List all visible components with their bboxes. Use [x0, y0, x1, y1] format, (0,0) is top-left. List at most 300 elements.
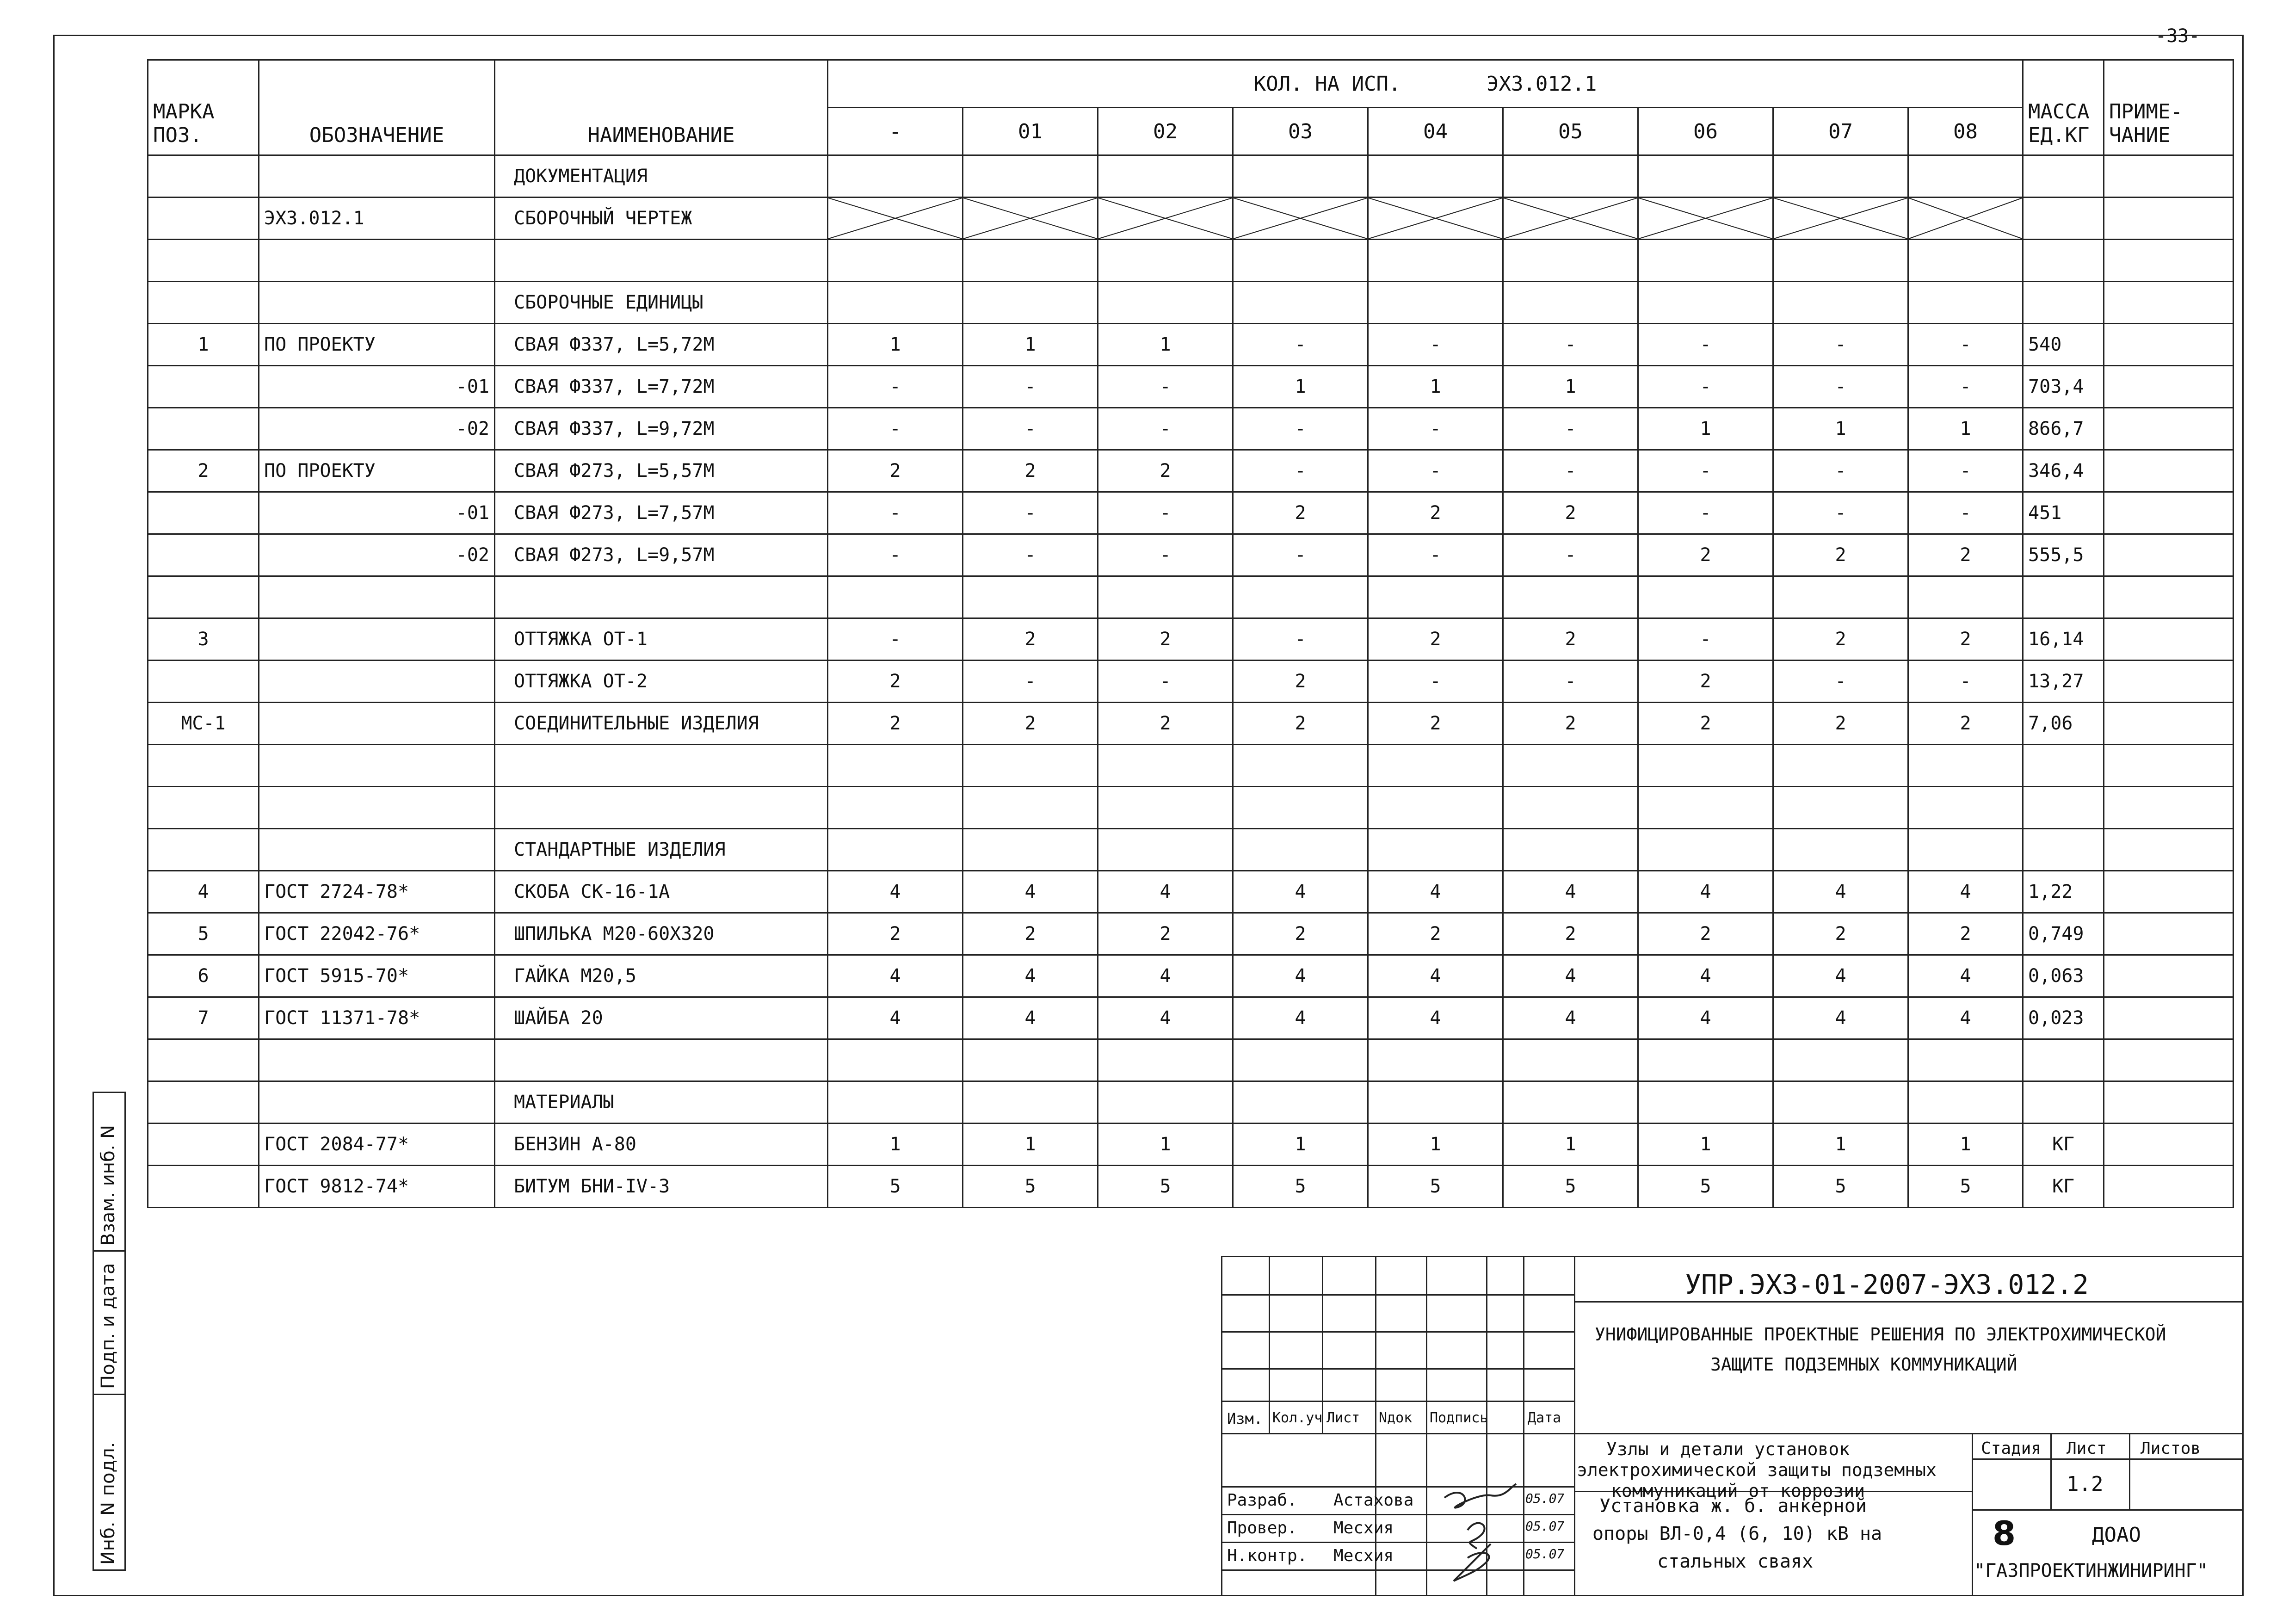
cell-note — [2104, 745, 2233, 787]
cell-qty: 5 — [1233, 1166, 1368, 1208]
table-row — [148, 913, 2233, 955]
cell-qty: - — [1368, 324, 1503, 366]
cell-crossed — [1638, 198, 1773, 240]
cell-qty: 4 — [1233, 955, 1368, 997]
cell-mark — [148, 1166, 259, 1208]
cell-mark: 1 — [148, 324, 259, 366]
cell-qty — [1233, 1039, 1368, 1081]
cell-qty — [963, 745, 1098, 787]
cell-qty: 1 — [1908, 408, 2023, 450]
name-nkontr: Месхия — [1333, 1546, 1394, 1565]
col-izm: Изм. — [1227, 1410, 1263, 1427]
cell-qty: 1 — [1773, 1124, 1908, 1166]
cell-note — [2104, 661, 2233, 703]
cell-qty: - — [1773, 492, 1908, 534]
cell-qty — [1233, 155, 1368, 198]
cell-qty — [1908, 155, 2023, 198]
cell-qty: - — [1098, 534, 1233, 576]
table-row — [148, 155, 2233, 198]
cell-crossed — [1503, 198, 1638, 240]
cell-mass: 451 — [2023, 492, 2104, 534]
cell-qty — [963, 282, 1098, 324]
cell-designation: -01 — [259, 492, 495, 534]
specification-body — [148, 155, 2233, 1208]
cell-qty: 5 — [1773, 1166, 1908, 1208]
cell-qty: - — [1908, 366, 2023, 408]
cell-qty: 4 — [1503, 997, 1638, 1039]
cell-qty — [1773, 155, 1908, 198]
cell-qty — [1233, 787, 1368, 829]
cell-mark — [148, 1124, 259, 1166]
cell-qty: 5 — [963, 1166, 1098, 1208]
cell-qty — [1098, 282, 1233, 324]
cell-mark — [148, 1039, 259, 1081]
cell-qty — [1638, 787, 1773, 829]
cell-mark — [148, 282, 259, 324]
table-row — [148, 871, 2233, 913]
cell-mark: 4 — [148, 871, 259, 913]
cell-note — [2104, 198, 2233, 240]
cell-qty: 4 — [1908, 871, 2023, 913]
cell-qty: 5 — [1638, 1166, 1773, 1208]
cell-qty: 1 — [828, 1124, 963, 1166]
col-list: Лист — [1326, 1410, 1360, 1426]
cell-mark: 3 — [148, 618, 259, 661]
cell-qty: 4 — [828, 955, 963, 997]
date-razrab: 05.07 — [1525, 1491, 1565, 1506]
cell-qty: - — [963, 492, 1098, 534]
cell-designation: ГОСТ 2084-77* — [259, 1124, 495, 1166]
cell-note — [2104, 155, 2233, 198]
cell-qty — [1233, 1081, 1368, 1124]
cell-qty: 2 — [1233, 703, 1368, 745]
cell-qty: 2 — [1098, 703, 1233, 745]
cell-mass: 540 — [2023, 324, 2104, 366]
col-data: Дата — [1528, 1410, 1561, 1426]
cell-mark: 7 — [148, 997, 259, 1039]
cell-qty — [1233, 576, 1368, 618]
cell-qty: 2 — [1098, 913, 1233, 955]
cell-qty: 2 — [1638, 703, 1773, 745]
cell-qty: - — [1233, 618, 1368, 661]
cell-qty: 4 — [1773, 871, 1908, 913]
cell-name — [495, 240, 828, 282]
cell-qty: - — [1773, 450, 1908, 492]
cell-name: БЕНЗИН А-80 — [495, 1124, 828, 1166]
variant-header-08: 08 — [1908, 108, 2023, 155]
cell-qty — [963, 576, 1098, 618]
cell-qty: 2 — [1638, 661, 1773, 703]
sheet-title-2: опоры ВЛ-0,4 (6, 10) кВ на — [1592, 1523, 1882, 1544]
cell-mass: 7,06 — [2023, 703, 2104, 745]
cell-mark: 6 — [148, 955, 259, 997]
cell-note — [2104, 997, 2233, 1039]
cell-qty: 4 — [828, 997, 963, 1039]
cell-designation: ПО ПРОЕКТУ — [259, 450, 495, 492]
cell-qty — [828, 282, 963, 324]
sidebar-label-podp: Подп. и дата — [98, 1263, 119, 1389]
cell-crossed — [1368, 198, 1503, 240]
cell-qty — [1773, 240, 1908, 282]
section-line-2: электрохимической защиты подземных — [1577, 1460, 1937, 1480]
cell-name: СВАЯ Ф273, L=5,57М — [495, 450, 828, 492]
cell-mark — [148, 240, 259, 282]
cell-name — [495, 745, 828, 787]
cell-qty: 2 — [963, 703, 1098, 745]
cell-mark — [148, 661, 259, 703]
cell-qty: 1 — [1773, 408, 1908, 450]
cell-mark: МС-1 — [148, 703, 259, 745]
cell-qty: 2 — [1503, 618, 1638, 661]
cell-qty: 2 — [963, 913, 1098, 955]
cell-qty: 4 — [963, 871, 1098, 913]
org-line-1: ДОАО — [2092, 1523, 2141, 1547]
cell-qty: - — [963, 366, 1098, 408]
cell-qty: 4 — [1638, 997, 1773, 1039]
cell-qty: 1 — [1638, 408, 1773, 450]
variant-header-01: 01 — [963, 108, 1098, 155]
cell-qty: 4 — [963, 955, 1098, 997]
cell-qty — [1503, 1081, 1638, 1124]
variant-header-02: 02 — [1098, 108, 1233, 155]
cell-name: СБОРОЧНЫЕ ЕДИНИЦЫ — [495, 282, 828, 324]
cell-qty: 4 — [1773, 955, 1908, 997]
cell-mass — [2023, 198, 2104, 240]
col-ndok: Nдок — [1379, 1410, 1413, 1426]
cell-qty — [828, 576, 963, 618]
cell-qty — [963, 1081, 1098, 1124]
cell-qty: - — [1773, 661, 1908, 703]
binding-sidebar — [93, 1092, 126, 1571]
cell-qty — [1368, 1081, 1503, 1124]
cell-qty: 2 — [1503, 703, 1638, 745]
cell-crossed — [963, 198, 1098, 240]
cell-qty: 2 — [963, 450, 1098, 492]
cell-qty — [1503, 787, 1638, 829]
date-nkontr: 05.07 — [1525, 1546, 1565, 1562]
cell-qty — [1233, 282, 1368, 324]
cell-note — [2104, 240, 2233, 282]
cell-qty — [1098, 1039, 1233, 1081]
cell-qty: - — [1098, 492, 1233, 534]
cell-qty — [828, 787, 963, 829]
cell-crossed — [1233, 198, 1368, 240]
cell-qty: 4 — [1368, 871, 1503, 913]
table-row — [148, 703, 2233, 745]
cell-qty — [828, 1081, 963, 1124]
table-row — [148, 997, 2233, 1039]
cell-qty: 2 — [1638, 534, 1773, 576]
cell-qty — [963, 1039, 1098, 1081]
cell-qty — [1233, 240, 1368, 282]
cell-qty — [828, 155, 963, 198]
cell-qty — [1233, 829, 1368, 871]
table-row — [148, 1039, 2233, 1081]
stadia-label: Стадия — [1981, 1439, 2042, 1458]
date-prover: 05.07 — [1525, 1519, 1565, 1534]
cell-qty — [1098, 155, 1233, 198]
cell-qty: 2 — [1233, 913, 1368, 955]
cell-designation — [259, 618, 495, 661]
cell-qty: 2 — [963, 618, 1098, 661]
cell-qty: 4 — [963, 997, 1098, 1039]
cell-qty: 2 — [1368, 703, 1503, 745]
cell-designation: ГОСТ 11371-78* — [259, 997, 495, 1039]
cell-qty: 2 — [1908, 703, 2023, 745]
variant-header-03: 03 — [1233, 108, 1368, 155]
cell-qty — [1503, 282, 1638, 324]
cell-qty: - — [828, 366, 963, 408]
cell-mass: КГ — [2023, 1124, 2104, 1166]
cell-mark — [148, 155, 259, 198]
cell-qty — [963, 240, 1098, 282]
cell-qty — [828, 1039, 963, 1081]
cell-qty — [1368, 829, 1503, 871]
table-row — [148, 408, 2233, 450]
cell-name: СВАЯ Ф337, L=7,72М — [495, 366, 828, 408]
cell-qty — [1503, 745, 1638, 787]
cell-qty — [1368, 787, 1503, 829]
cell-mass: 0,023 — [2023, 997, 2104, 1039]
list-label: Лист — [2067, 1439, 2107, 1458]
sidebar-label-vzam: Взам. инб. N — [98, 1125, 119, 1246]
variant-header-base: - — [828, 108, 963, 155]
cell-qty: 4 — [1098, 997, 1233, 1039]
cell-qty — [1098, 240, 1233, 282]
cell-name: СВАЯ Ф337, L=5,72М — [495, 324, 828, 366]
cell-qty: 2 — [1098, 450, 1233, 492]
cell-qty: - — [1233, 534, 1368, 576]
cell-name: ОТТЯЖКА ОТ-1 — [495, 618, 828, 661]
cell-name: ГАЙКА М20,5 — [495, 955, 828, 997]
cell-crossed — [1098, 198, 1233, 240]
table-row — [148, 534, 2233, 576]
cell-qty: - — [1368, 450, 1503, 492]
cell-designation — [259, 661, 495, 703]
cell-qty: - — [1503, 534, 1638, 576]
table-row — [148, 787, 2233, 829]
cell-mark: 2 — [148, 450, 259, 492]
cell-qty: 2 — [828, 450, 963, 492]
cell-qty — [1503, 576, 1638, 618]
cell-qty — [1773, 282, 1908, 324]
cell-note — [2104, 787, 2233, 829]
cell-qty: - — [1908, 661, 2023, 703]
section-line-3: коммуникаций от коррозии — [1611, 1481, 1865, 1501]
cell-mark — [148, 576, 259, 618]
sheet-title-1: Установка ж. б. анкерной — [1599, 1495, 1867, 1517]
cell-qty: 2 — [828, 913, 963, 955]
cell-qty: 2 — [1908, 913, 2023, 955]
cell-name: СОЕДИНИТЕЛЬНЫЕ ИЗДЕЛИЯ — [495, 703, 828, 745]
cell-qty — [1638, 1039, 1773, 1081]
cell-qty — [1908, 745, 2023, 787]
cell-qty: - — [963, 534, 1098, 576]
cell-qty — [1368, 240, 1503, 282]
sheet-title-3: стальных сваях — [1657, 1551, 1814, 1572]
cell-note — [2104, 492, 2233, 534]
cell-qty — [1098, 829, 1233, 871]
header-naimenovanie: НАИМЕНОВАНИЕ — [495, 60, 828, 155]
cell-designation — [259, 829, 495, 871]
cell-mass: 703,4 — [2023, 366, 2104, 408]
cell-note — [2104, 450, 2233, 492]
cell-qty: 4 — [1368, 955, 1503, 997]
cell-qty: 1 — [1098, 1124, 1233, 1166]
cell-qty: 5 — [828, 1166, 963, 1208]
cell-qty — [1638, 576, 1773, 618]
cell-qty: 4 — [1368, 997, 1503, 1039]
cell-qty — [1233, 745, 1368, 787]
cell-qty: 4 — [1638, 871, 1773, 913]
page-number: -33- — [2155, 25, 2200, 47]
cell-qty: - — [1233, 408, 1368, 450]
cell-qty: - — [1638, 450, 1773, 492]
cell-qty: 5 — [1098, 1166, 1233, 1208]
cell-mass — [2023, 829, 2104, 871]
cell-qty: 2 — [828, 703, 963, 745]
cell-mark — [148, 1081, 259, 1124]
cell-qty — [1368, 155, 1503, 198]
cell-qty — [1908, 576, 2023, 618]
cell-qty: 4 — [1503, 955, 1638, 997]
cell-qty: 2 — [1503, 492, 1638, 534]
cell-qty: 4 — [1233, 871, 1368, 913]
cell-qty: - — [1773, 324, 1908, 366]
project-line-1: УНИФИЦИРОВАННЫЕ ПРОЕКТНЫЕ РЕШЕНИЯ ПО ЭЛЕКТРОХИМИЧЕСКОЙ — [1595, 1324, 2166, 1345]
table-row — [148, 1166, 2233, 1208]
cell-qty: 4 — [1638, 955, 1773, 997]
cell-mass: 1,22 — [2023, 871, 2104, 913]
cell-designation — [259, 703, 495, 745]
cell-qty: 2 — [828, 661, 963, 703]
cell-qty: - — [1098, 661, 1233, 703]
name-razrab: Астахова — [1333, 1491, 1414, 1510]
cell-qty: 1 — [1368, 1124, 1503, 1166]
cell-qty: 2 — [1638, 913, 1773, 955]
cell-designation — [259, 745, 495, 787]
cell-name: СВАЯ Ф273, L=7,57М — [495, 492, 828, 534]
cell-qty: 1 — [1503, 366, 1638, 408]
cell-note — [2104, 366, 2233, 408]
cell-qty — [1503, 155, 1638, 198]
cell-qty — [1773, 576, 1908, 618]
cell-qty — [1773, 829, 1908, 871]
cell-designation: ГОСТ 22042-76* — [259, 913, 495, 955]
table-row — [148, 745, 2233, 787]
cell-qty: - — [963, 661, 1098, 703]
cell-qty — [828, 829, 963, 871]
cell-mass — [2023, 1039, 2104, 1081]
cell-qty — [1098, 576, 1233, 618]
cell-qty — [1908, 829, 2023, 871]
cell-name: ШПИЛЬКА М20-60Х320 — [495, 913, 828, 955]
col-kol: Кол.уч — [1272, 1410, 1323, 1426]
cell-qty: - — [1503, 661, 1638, 703]
cell-qty — [1908, 1039, 2023, 1081]
cell-designation — [259, 787, 495, 829]
cell-qty — [963, 829, 1098, 871]
cell-qty: 4 — [1503, 871, 1638, 913]
cell-qty: - — [1098, 408, 1233, 450]
cell-mass: 16,14 — [2023, 618, 2104, 661]
table-row — [148, 1124, 2233, 1166]
cell-qty: - — [828, 408, 963, 450]
cell-qty: 2 — [1503, 913, 1638, 955]
header-kol: КОЛ. НА ИСП. ЭХЗ.012.1 — [828, 60, 2023, 108]
table-row — [148, 955, 2233, 997]
cell-mark — [148, 534, 259, 576]
cell-qty — [828, 240, 963, 282]
cell-qty — [1773, 787, 1908, 829]
cell-mass: 0,063 — [2023, 955, 2104, 997]
cell-qty: 1 — [1368, 366, 1503, 408]
cell-qty — [1098, 745, 1233, 787]
table-row — [148, 492, 2233, 534]
cell-qty: 4 — [1098, 955, 1233, 997]
cell-designation — [259, 282, 495, 324]
cell-name — [495, 576, 828, 618]
cell-qty: 2 — [1233, 661, 1368, 703]
section-line-1: Узлы и детали установок — [1606, 1439, 1850, 1459]
cell-note — [2104, 1124, 2233, 1166]
cell-name: МАТЕРИАЛЫ — [495, 1081, 828, 1124]
cell-designation: ГОСТ 5915-70* — [259, 955, 495, 997]
cell-qty: 1 — [963, 1124, 1098, 1166]
cell-qty: 1 — [1098, 324, 1233, 366]
cell-qty: 1 — [828, 324, 963, 366]
table-row — [148, 1081, 2233, 1124]
cell-qty: 4 — [1098, 871, 1233, 913]
table-row — [148, 661, 2233, 703]
role-razrab: Разраб. — [1227, 1491, 1297, 1510]
cell-qty — [1908, 1081, 2023, 1124]
table-row — [148, 829, 2233, 871]
cell-qty — [828, 745, 963, 787]
cell-name: СТАНДАРТНЫЕ ИЗДЕЛИЯ — [495, 829, 828, 871]
cell-qty — [963, 787, 1098, 829]
cell-note — [2104, 955, 2233, 997]
cell-qty — [1908, 787, 2023, 829]
cell-qty: 2 — [1368, 492, 1503, 534]
cell-qty: 2 — [1368, 618, 1503, 661]
cell-qty — [1503, 1039, 1638, 1081]
cell-mark — [148, 366, 259, 408]
cell-name: ШАЙБА 20 — [495, 997, 828, 1039]
cell-designation — [259, 240, 495, 282]
sidebar-label-inv: Инб. N подл. — [98, 1442, 119, 1565]
cell-note — [2104, 1039, 2233, 1081]
cell-qty — [963, 155, 1098, 198]
cell-mass: 866,7 — [2023, 408, 2104, 450]
cell-qty — [1368, 745, 1503, 787]
variant-header-04: 04 — [1368, 108, 1503, 155]
cell-mark — [148, 408, 259, 450]
cell-mark — [148, 787, 259, 829]
cell-qty: 4 — [1233, 997, 1368, 1039]
cell-mass: 555,5 — [2023, 534, 2104, 576]
table-row — [148, 198, 2233, 240]
org-line-2: "ГАЗПРОЕКТИНЖИНИРИНГ" — [1974, 1560, 2208, 1581]
cell-qty: 1 — [1233, 1124, 1368, 1166]
cell-name: БИТУМ БНИ-IV-3 — [495, 1166, 828, 1208]
header-primechanie: ПРИМЕ- ЧАНИЕ — [2104, 60, 2233, 155]
variant-header-06: 06 — [1638, 108, 1773, 155]
table-row — [148, 282, 2233, 324]
cell-designation: ПО ПРОЕКТУ — [259, 324, 495, 366]
cell-mark — [148, 198, 259, 240]
cell-qty: 1 — [963, 324, 1098, 366]
